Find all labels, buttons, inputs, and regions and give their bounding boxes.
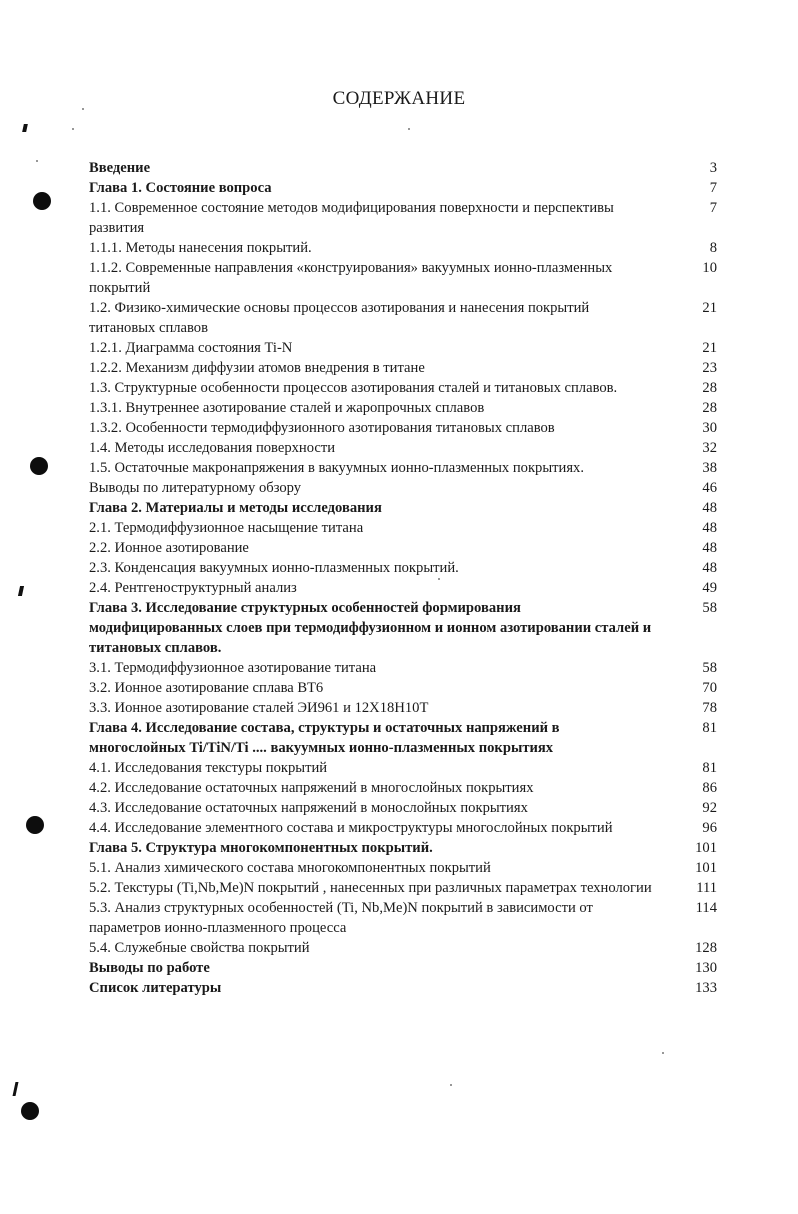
toc-entry-title: Выводы по литературному обзору: [89, 480, 302, 496]
toc-entry-page: 130: [695, 960, 717, 976]
toc-entry: [89, 698, 717, 718]
toc-entry-title: 3.1. Термодиффузионное азотирование титана: [89, 660, 377, 676]
toc-entry: [89, 338, 717, 358]
toc-entry-title: 5.1. Анализ химического состава многокомпонентных покрытий: [89, 860, 491, 876]
toc-heading-entry: [89, 718, 717, 758]
toc-entry: [89, 258, 717, 298]
toc-entry-page: 7: [709, 180, 717, 196]
toc-entry-title: 1.3.1. Внутреннее азотирование сталей и жаропрочных сплавов: [89, 400, 485, 416]
toc-entry: [89, 558, 717, 578]
toc-entry-page: 133: [695, 980, 717, 996]
toc-entry-title: Глава 1. Состояние вопроса: [89, 180, 272, 196]
toc-entry-page: 70: [702, 680, 717, 696]
toc-entry-title: 1.2. Физико-химические основы процессов азотирования и нанесения покрытий титановых сплавов: [89, 300, 590, 336]
toc-entry-title: 2.2. Ионное азотирование: [89, 540, 249, 556]
toc-entry: [89, 198, 717, 238]
scan-speck: [82, 108, 84, 110]
toc-entry-title: Выводы по работе: [89, 960, 210, 976]
toc-entry-title: 1.1.2. Современные направления «конструирования» вакуумных ионно-плазменных покрытий: [89, 260, 613, 296]
toc-entry-page: 48: [702, 560, 717, 576]
toc-heading-entry: [89, 158, 717, 178]
toc-entry-page: 128: [695, 940, 717, 956]
toc-entry-title: 4.3. Исследование остаточных напряжений в монослойных покрытиях: [89, 800, 528, 816]
toc-entry: [89, 758, 717, 778]
toc-entry: [89, 538, 717, 558]
toc-entry-page: 114: [695, 900, 717, 916]
toc-entry-title: Глава 5. Структура многокомпонентных покрытий.: [89, 840, 433, 856]
toc-entry-title: 1.2.1. Диаграмма состояния Ti-N: [89, 340, 293, 356]
toc-heading-entry: [89, 178, 717, 198]
toc-entry-title: 3.2. Ионное азотирование сплава ВТ6: [89, 680, 324, 696]
toc-entry-page: 48: [702, 520, 717, 536]
toc-entry-title: 4.1. Исследования текстуры покрытий: [89, 760, 328, 776]
toc-entry: [89, 458, 717, 478]
scan-speck: [36, 160, 38, 162]
toc-entry-page: 101: [695, 840, 717, 856]
toc-entry-page: 8: [709, 240, 717, 256]
scan-mark: [22, 124, 28, 132]
toc-entry-page: 58: [702, 600, 717, 616]
toc-entry: [89, 858, 717, 878]
toc-entry: [89, 778, 717, 798]
table-of-contents: [89, 158, 717, 998]
toc-entry-page: 111: [696, 880, 717, 896]
toc-entry-page: 10: [702, 260, 717, 276]
toc-heading-entry: [89, 958, 717, 978]
toc-entry-page: 30: [702, 420, 717, 436]
toc-entry: [89, 398, 717, 418]
scan-speck: [450, 1084, 452, 1086]
toc-entry-title: 1.3.2. Особенности термодиффузионного азотирования титановых сплавов: [89, 420, 555, 436]
toc-entry-title: Глава 4. Исследование состава, структуры и остаточных напряжений в многослойных Ti/TiN/Ti .... вакуумных ионно-плазменных покрытиях: [89, 720, 560, 756]
scan-mark: [18, 586, 24, 596]
toc-entry-page: 32: [702, 440, 717, 456]
toc-entry-title: Глава 3. Исследование структурных особенностей формирования модифицированных слоев при термодиффузионном и ионном азотировании сталей и титановых сплавов.: [89, 600, 652, 656]
scan-speck: [72, 128, 74, 130]
toc-entry: [89, 478, 717, 498]
toc-entry-page: 23: [702, 360, 717, 376]
toc-entry-page: 48: [702, 500, 717, 516]
toc-entry-page: 21: [702, 300, 717, 316]
toc-entry-page: 92: [702, 800, 717, 816]
binder-hole-mark: [33, 192, 51, 210]
toc-heading-entry: [89, 598, 717, 658]
toc-entry-page: 7: [709, 200, 717, 216]
toc-entry-page: 48: [702, 540, 717, 556]
toc-entry: [89, 898, 717, 938]
toc-entry-page: 96: [702, 820, 717, 836]
toc-entry-page: 81: [702, 720, 717, 736]
toc-entry-title: 1.1.1. Методы нанесения покрытий.: [89, 240, 312, 256]
toc-entry: [89, 358, 717, 378]
toc-entry: [89, 438, 717, 458]
toc-entry-page: 38: [702, 460, 717, 476]
toc-entry: [89, 938, 717, 958]
scan-mark: [13, 1082, 19, 1096]
scan-speck: [438, 578, 440, 580]
toc-entry: [89, 418, 717, 438]
binder-hole-mark: [21, 1102, 39, 1120]
toc-entry: [89, 818, 717, 838]
toc-entry-page: 101: [695, 860, 717, 876]
toc-entry: [89, 798, 717, 818]
toc-entry-title: Введение: [89, 160, 151, 176]
toc-entry-page: 21: [702, 340, 717, 356]
toc-entry-title: Глава 2. Материалы и методы исследования: [89, 500, 382, 516]
toc-entry-page: 58: [702, 660, 717, 676]
toc-entry: [89, 578, 717, 598]
toc-entry-page: 28: [702, 380, 717, 396]
scan-speck: [662, 1052, 664, 1054]
scan-speck: [408, 128, 410, 130]
toc-entry-title: 5.3. Анализ структурных особенностей (Ti, Nb,Me)N покрытий в зависимости от параметров ионно-плазменного процесса: [89, 900, 593, 936]
toc-entry-title: 2.4. Рентгеноструктурный анализ: [89, 580, 297, 596]
toc-entry-title: 2.3. Конденсация вакуумных ионно-плазменных покрытий.: [89, 560, 459, 576]
toc-entry-page: 81: [702, 760, 717, 776]
toc-entry: [89, 658, 717, 678]
toc-entry-page: 86: [702, 780, 717, 796]
binder-hole-mark: [30, 457, 48, 475]
toc-entry-page: 49: [702, 580, 717, 596]
toc-entry-title: 1.1. Современное состояние методов модифицирования поверхности и перспективы развития: [89, 200, 614, 236]
toc-heading-entry: [89, 498, 717, 518]
toc-entry-title: 1.3. Структурные особенности процессов азотирования сталей и титановых сплавов.: [89, 380, 618, 396]
toc-entry-title: 5.4. Служебные свойства покрытий: [89, 940, 310, 956]
toc-entry-page: 28: [702, 400, 717, 416]
toc-entry-page: 3: [709, 160, 717, 176]
toc-heading-entry: [89, 838, 717, 858]
toc-entry-title: 1.2.2. Механизм диффузии атомов внедрения в титане: [89, 360, 425, 376]
binder-hole-mark: [26, 816, 44, 834]
toc-entry-title: 3.3. Ионное азотирование сталей ЭИ961 и 12Х18Н10Т: [89, 700, 429, 716]
toc-entry-title: 1.5. Остаточные макронапряжения в вакуумных ионно-плазменных покрытиях.: [89, 460, 584, 476]
toc-heading-entry: [89, 978, 717, 998]
toc-entry-title: 2.1. Термодиффузионное насыщение титана: [89, 520, 364, 536]
toc-entry-page: 78: [702, 700, 717, 716]
toc-entry: [89, 378, 717, 398]
toc-entry-title: 5.2. Текстуры (Ti,Nb,Me)N покрытий , нанесенных при различных параметрах технологии: [89, 880, 652, 896]
toc-entry-page: 46: [702, 480, 717, 496]
toc-entry: [89, 518, 717, 538]
toc-entry: [89, 678, 717, 698]
toc-entry: [89, 238, 717, 258]
toc-entry-title: 4.2. Исследование остаточных напряжений в многослойных покрытиях: [89, 780, 534, 796]
toc-entry-title: Список литературы: [89, 980, 222, 996]
toc-entry: [89, 298, 717, 338]
toc-entry: [89, 878, 717, 898]
page-title: СОДЕРЖАНИЕ: [332, 88, 466, 109]
toc-entry-title: 4.4. Исследование элементного состава и микроструктуры многослойных покрытий: [89, 820, 613, 836]
toc-entry-title: 1.4. Методы исследования поверхности: [89, 440, 336, 456]
